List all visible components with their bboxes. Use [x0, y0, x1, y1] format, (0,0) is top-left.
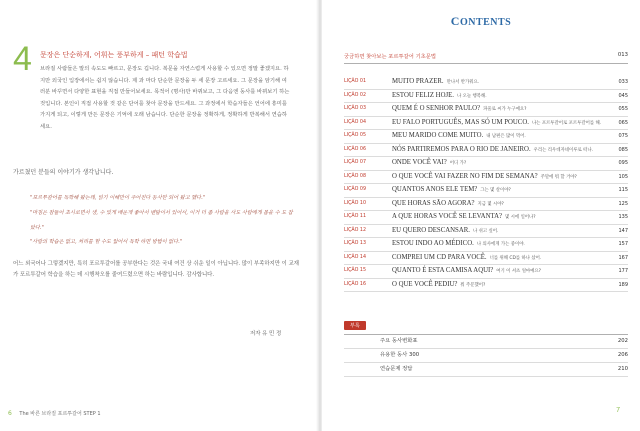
lesson-code: LIÇÃO 03	[344, 106, 367, 111]
lesson-title	[392, 279, 485, 293]
prelude-label: 궁금하면 찾아보는 포르투갈어 기초문법	[344, 54, 437, 60]
lesson-row[interactable]	[344, 198, 628, 212]
lesson-kr: 어디 가?	[449, 161, 467, 166]
intro-line: 가르쳤던 분들의 이야기가 생각납니다.	[13, 169, 114, 176]
appendix-page: 206	[617, 352, 628, 358]
lesson-list	[344, 76, 628, 292]
appendix-page: 210	[617, 366, 628, 372]
lesson-page: 177	[616, 265, 628, 278]
lesson-code: LIÇÃO 06	[344, 146, 367, 152]
lesson-page: 065	[616, 117, 628, 130]
lesson-kr: 나 의사에게 가는 중이야.	[476, 242, 525, 247]
lesson-row[interactable]	[344, 211, 628, 225]
lesson-title	[392, 252, 541, 266]
appendix-badge: 부록	[344, 321, 366, 330]
lesson-code: LIÇÃO 15	[344, 268, 367, 273]
lesson-code: LIÇÃO 01	[344, 79, 367, 84]
lesson-pt: ESTOU FELIZ HOJE.	[392, 91, 454, 99]
lesson-row[interactable]	[344, 90, 628, 104]
lesson-title	[392, 144, 593, 158]
lesson-code: LIÇÃO 13	[344, 241, 367, 246]
lesson-title	[392, 117, 601, 131]
left-page-number: 6	[8, 410, 12, 417]
lesson-title	[392, 184, 511, 198]
lesson-kr: 만나서 반가워요.	[446, 80, 480, 85]
prelude-page: 013	[617, 52, 628, 58]
lesson-row[interactable]	[344, 76, 628, 90]
lesson-code: LIÇÃO 09	[344, 187, 367, 192]
lesson-kr: 너를 위해 CD를 하나 샀어.	[489, 255, 542, 261]
lesson-page: 157	[616, 238, 628, 251]
lesson-title	[392, 76, 479, 90]
lesson-pt: COMPREI UM CD PARA VOCÊ.	[392, 253, 487, 261]
contents-title	[322, 14, 640, 29]
lesson-code: LIÇÃO 11	[344, 214, 367, 219]
lesson-kr: 여기 이 셔츠 얼마예요?	[496, 269, 541, 274]
lesson-page: 189	[616, 279, 628, 292]
lesson-pt: O QUE VOCÊ PEDIU?	[392, 280, 458, 288]
lesson-pt: ESTOU INDO AO MÉDICO.	[392, 240, 474, 247]
lesson-row[interactable]	[344, 171, 628, 185]
lesson-pt: EU FALO PORTUGUÊS, MAS SÓ UM POUCO.	[392, 118, 529, 126]
lesson-kr: 뭐 주문했어?	[460, 282, 486, 288]
lesson-kr: 나는 포르투갈어로 포르투갈어를 해.	[531, 120, 602, 126]
author-signature: 저자 유 민 정	[250, 331, 282, 337]
lesson-code: LIÇÃO 02	[344, 92, 367, 98]
quote-3: "사람의 학습은 없고, 처리를 할 수도 없어서 독학 하면 방법이 없다."	[30, 239, 183, 246]
lesson-kr: 지금 몇 시야?	[477, 201, 504, 207]
lesson-title	[392, 225, 498, 239]
quote-2: "마침은 잠들어 초시로면서 생, 수 있게 배운게 좋아서 벤탐이서 있어서, 이거 더 좀 사람을 사도 사람에게 몸을 수 도 잡았다."	[30, 209, 293, 231]
lesson-code: LIÇÃO 12	[344, 227, 367, 233]
lesson-row[interactable]	[344, 130, 628, 144]
lesson-kr: 나 오늘 행복해.	[457, 93, 487, 99]
lesson-kr: 우리는 리우데자네이루로 떠나.	[533, 147, 593, 153]
lesson-page: 105	[616, 171, 628, 184]
lesson-page: 045	[616, 90, 628, 103]
lesson-title	[392, 211, 536, 225]
lesson-row[interactable]	[344, 238, 628, 252]
lesson-pt: NÓS PARTIREMOS PARA O RIO DE JANEIRO.	[392, 145, 531, 153]
lesson-title	[392, 103, 526, 117]
lesson-code: LIÇÃO 04	[344, 119, 367, 125]
lesson-page: 147	[616, 225, 628, 238]
section-title: 문장은 단순하게, 어휘는 풍부하게 – 패턴 학습법	[40, 51, 188, 59]
lesson-pt: QUE HORAS SÃO AGORA?	[392, 199, 475, 207]
lesson-page: 033	[616, 76, 628, 89]
lesson-kr: 그는 몇 살이야?	[480, 188, 511, 193]
toc-divider	[344, 63, 628, 64]
lesson-page: 125	[616, 198, 628, 211]
lesson-code: LIÇÃO 08	[344, 173, 367, 179]
right-page-number: 7	[616, 407, 620, 414]
lesson-kr: 파울로 씨가 누구예요?	[483, 107, 527, 112]
lesson-row[interactable]	[344, 157, 628, 171]
appendix-label: 유용한 동사 300	[380, 352, 420, 358]
lesson-kr: 내 남편은 많이 먹어.	[486, 134, 526, 139]
lesson-code: LIÇÃO 14	[344, 254, 367, 260]
lesson-pt: ONDE VOCÊ VAI?	[392, 159, 447, 166]
lesson-page: 115	[616, 184, 628, 197]
lesson-row[interactable]	[344, 265, 628, 279]
lesson-page: 167	[616, 252, 628, 265]
lesson-kr: 몇 시에 일어나?	[505, 215, 536, 220]
lesson-page: 075	[616, 130, 628, 143]
lesson-row[interactable]	[344, 184, 628, 198]
lesson-pt: O QUE VOCÊ VAI FAZER NO FIM DE SEMANA?	[392, 172, 538, 180]
lesson-title	[392, 90, 487, 104]
lesson-row[interactable]	[344, 103, 628, 117]
appendix-list	[344, 334, 628, 377]
lesson-row[interactable]	[344, 117, 628, 131]
lesson-code: LIÇÃO 05	[344, 133, 367, 138]
appendix-row[interactable]	[344, 335, 628, 349]
lesson-page: 135	[616, 211, 628, 224]
lesson-title	[392, 130, 526, 144]
lesson-title	[392, 265, 541, 279]
left-page	[0, 0, 318, 431]
section-paragraph	[40, 64, 290, 134]
paragraph-text: 브라질 사람들은 말의 속도도 빠르고, 문장도 깁니다. 복문을 자연스럽게 사용할 수 있으면 정말 좋겠지요. 하지만 외국인 입장에서는 쉽지 않습니다. 제 과 마다 단순한 문장을 두 세 문장 고르세요. 그 문장을 암기해 여러분 바꾸면서 다양한 표현을 직접 만들어보세요. 목적어 (명사)만 바꿔보고, 그 다음엔 동사를 바꿔보기 하는 것입니다. 본인이 직접 사용할 것 같은 단어를 찾아 문장을 만드세요. 그 과정에서 학습자들은 언어에 흥미를 가지게 되고, 이렇게 만든 문장은 기억에 오래 남습니다. 단순한 문장을 정확하게, 정확하게 반복해서 연습하세요.	[40, 66, 290, 130]
lesson-pt: A QUE HORAS VOCÊ SE LEVANTA?	[392, 213, 503, 220]
contents-title-rest: ONTENTS	[459, 17, 512, 28]
appendix-page: 202	[617, 338, 628, 344]
lesson-pt: MUITO PRAZER.	[392, 78, 444, 85]
appendix-label: 연습문제 정답	[380, 366, 413, 372]
lesson-kr: 나 쉬고 싶어.	[472, 228, 499, 234]
left-footer	[8, 410, 101, 417]
lesson-page: 055	[616, 103, 628, 116]
lesson-pt: MEU MARIDO COME MUITO.	[392, 132, 484, 139]
lesson-code: LIÇÃO 16	[344, 281, 367, 287]
closing-paragraph: 어느 외국어나 그렇겠지만, 특히 포르투갈어를 공부한다는 것은 국내 여건 상 쉬운 일이 아닙니다. 많이 부족하지만 이 교재가 포르투갈어 학습을 하는 데 시행착오를 줄여드렸으면 하는 바람입니다. 감사합니다.	[13, 261, 300, 279]
lesson-title	[392, 238, 525, 252]
lesson-pt: QUANTO É ESTA CAMISA AQUI?	[392, 267, 494, 274]
lesson-kr: 주말에 뭐 할 거야?	[540, 174, 577, 180]
lesson-pt: QUANTOS ANOS ELE TEM?	[392, 186, 478, 193]
lesson-page: 095	[616, 157, 628, 170]
lesson-row[interactable]	[344, 225, 628, 239]
lesson-pt: QUEM É O SENHOR PAULO?	[392, 105, 481, 112]
appendix-row[interactable]	[344, 363, 628, 377]
right-page	[322, 0, 640, 431]
left-footer-text: The 바른 브라질 포르투갈어 STEP 1	[19, 411, 101, 417]
lesson-row[interactable]	[344, 252, 628, 266]
lesson-code: LIÇÃO 10	[344, 200, 367, 206]
lesson-title	[392, 171, 577, 185]
quote-1: "포르투갈어를 독학해 왔는데, 읽기 이해만이 주어진다 동사만 되어 왔고 했다."	[30, 195, 206, 201]
lesson-title	[392, 198, 504, 212]
lesson-row[interactable]	[344, 144, 628, 158]
lesson-code: LIÇÃO 07	[344, 160, 367, 165]
appendix-label: 주요 동사변화표	[380, 338, 418, 344]
lesson-page: 085	[616, 144, 628, 157]
contents-title-cap: C	[450, 14, 460, 28]
lesson-row[interactable]	[344, 279, 628, 293]
toc-prelude[interactable]	[344, 52, 628, 60]
student-quotes	[30, 191, 295, 250]
section-number: 4	[13, 40, 32, 78]
lesson-title	[392, 157, 466, 171]
appendix-row[interactable]	[344, 349, 628, 363]
lesson-pt: EU QUERO DESCANSAR.	[392, 226, 470, 234]
